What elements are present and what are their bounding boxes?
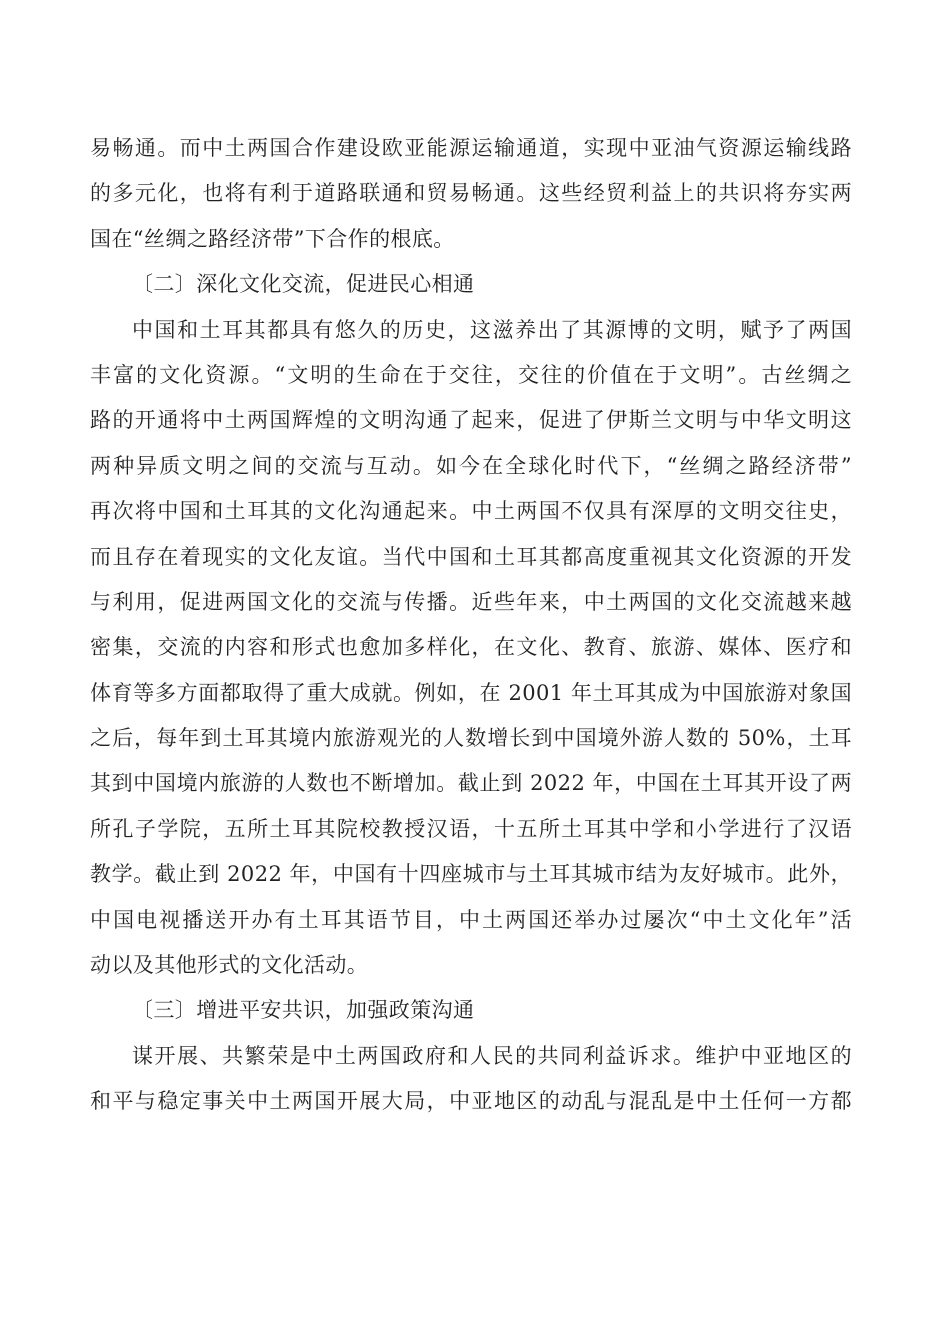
text-line: 其到中国境内旅游的人数也不断增加。截止到 2022 年，中国在土耳其开设了两 xyxy=(90,771,852,796)
section-heading xyxy=(90,988,852,1033)
text-line: 而且存在着现实的文化友谊。当代中国和土耳其都高度重视其文化资源的开发 xyxy=(90,544,852,569)
paragraph xyxy=(90,1034,852,1125)
text-line: 国在“丝绸之路经济带”下合作的根底。 xyxy=(90,226,455,251)
text-line: 所孔子学院，五所土耳其院校教授汉语，十五所土耳其中学和小学进行了汉语 xyxy=(90,816,852,841)
text-line: 路的开通将中土两国辉煌的文明沟通了起来，促进了伊斯兰文明与中华文明这 xyxy=(90,408,852,433)
text-line: 再次将中国和土耳其的文化沟通起来。中土两国不仅具有深厚的文明交往史， xyxy=(90,499,852,524)
text-line: 之后，每年到土耳其境内旅游观光的人数增长到中国境外游人数的 50%，土耳 xyxy=(90,726,852,751)
text-line: 谋开展、共繁荣是中土两国政府和人民的共同利益诉求。维护中亚地区的 xyxy=(132,1043,852,1068)
text-line: 两种异质文明之间的交流与互动。如今在全球化时代下，“丝绸之路经济带” xyxy=(90,453,852,478)
text-line: 密集，交流的内容和形式也愈加多样化，在文化、教育、旅游、媒体、医疗和 xyxy=(90,635,852,660)
paragraph-continued xyxy=(90,126,852,262)
text-line: 丰富的文化资源。“文明的生命在于交往，交往的价值在于文明”。古丝绸之 xyxy=(90,362,852,387)
text-line: 体育等多方面都取得了重大成就。例如，在 2001 年土耳其成为中国旅游对象国 xyxy=(90,680,852,705)
text-line: 的多元化，也将有利于道路联通和贸易畅通。这些经贸利益上的共识将夯实两 xyxy=(90,181,852,206)
text-line: 中国电视播送开办有土耳其语节目，中土两国还举办过屡次“中土文化年”活 xyxy=(90,907,852,932)
text-line: 中国和土耳其都具有悠久的历史，这滋养出了其源博的文明，赋予了两国 xyxy=(132,317,852,342)
text-line: 和平与稳定事关中土两国开展大局，中亚地区的动乱与混乱是中土任何一方都 xyxy=(90,1089,852,1114)
text-line: 与利用，促进两国文化的交流与传播。近些年来，中土两国的文化交流越来越 xyxy=(90,589,852,614)
text-line: 动以及其他形式的文化活动。 xyxy=(90,953,369,978)
document-text xyxy=(90,126,852,1125)
text-line: 易畅通。而中土两国合作建设欧亚能源运输通道，实现中亚油气资源运输线路 xyxy=(90,136,852,160)
paragraph xyxy=(90,308,852,989)
section-heading-text: 〔二〕深化文化交流，促进民心相通 xyxy=(132,272,475,297)
text-line: 教学。截止到 2022 年，中国有十四座城市与土耳其城市结为友好城市。此外， xyxy=(90,862,852,887)
section-heading xyxy=(90,262,852,307)
section-heading-text: 〔三〕增进平安共识，加强政策沟通 xyxy=(132,998,475,1023)
